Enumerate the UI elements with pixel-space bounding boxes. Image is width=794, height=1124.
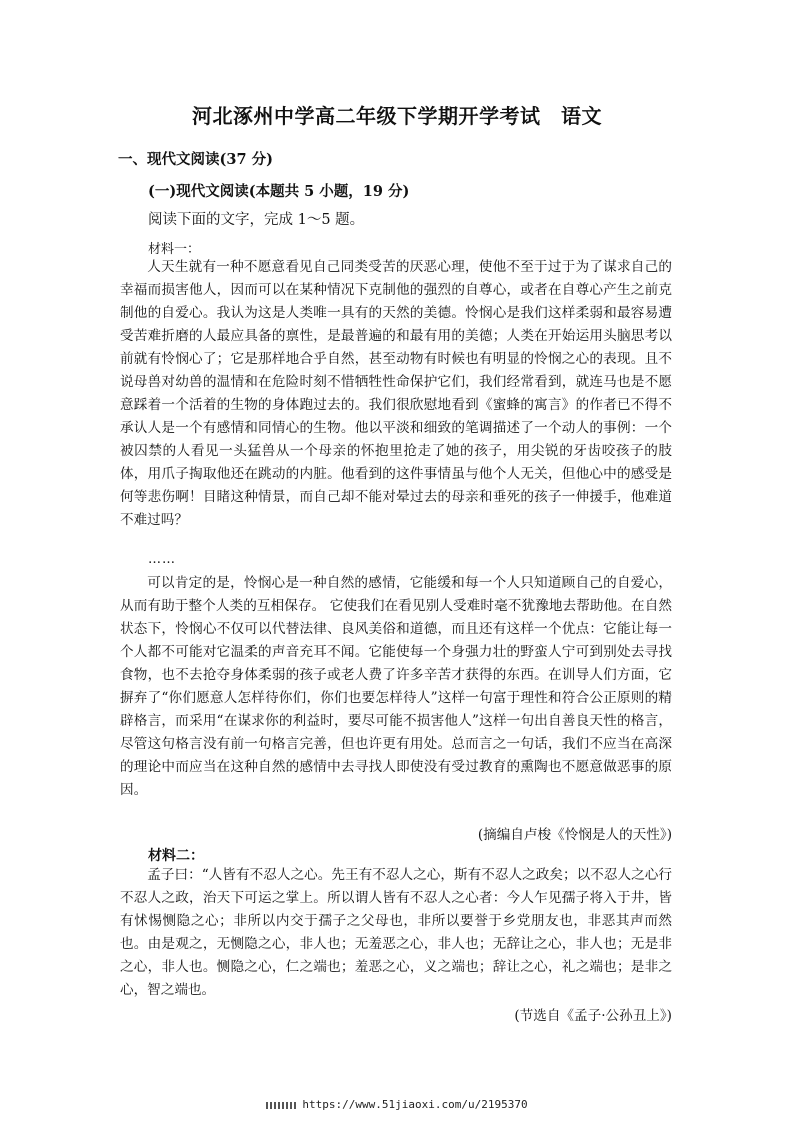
ellipsis-mark: …… — [148, 552, 176, 567]
material1-paragraph-2: 可以肯定的是，怜悯心是一种自然的感情，它能缓和每一个人只知道顾自己的自爱心，从而有助于整个人类的互相保存。 它使我们在看见别人受难时毫不犹豫地去帮助他。在自然状态下，怜悯心不仅可以代替法律、良风美俗和道德，而且还有这样一个优点：它能让每一个人都不可能对它温柔的声音充耳不闻。它能使每一个身强力壮的野蛮人宁可到别处去寻找食物，也不去抢夺身体柔弱的孩子或老人费了许多辛苦才获得的东西。在训导人们方面，它摒弃了“你们愿意人怎样待你们，你们也要怎样待人”这样一句富于理性和符合公正原则的精辟格言，而采用“在谋求你的利益时，要尽可能不损害他人”这样一句出自善良天性的格言，尽管这句格言没有前一句格言完善，但也许更有用处。总而言之一句话，我们不应当在高深的理论中而应当在这种自然的感情中去寻找人即使没有受过教育的熏陶也不愿意做恶事的原因。 — [120, 575, 672, 798]
watermark-icon — [266, 1102, 296, 1109]
sub-section-heading: (一)现代文阅读(本题共 5 小题，19 分) — [148, 183, 410, 200]
footer-url[interactable]: https://www.51jiaoxi.com/u/2195370 — [302, 1098, 528, 1111]
section-heading: 一、现代文阅读(37 分) — [118, 151, 273, 168]
material1-source: (摘编自卢梭《怜悯是人的天性》) — [477, 827, 672, 843]
material2-source: (节选自《孟子·公孙丑上》) — [514, 1008, 672, 1024]
footer — [0, 1098, 794, 1111]
page-title: 河北涿州中学高二年级下学期开学考试 语文 — [192, 104, 602, 128]
material1-paragraph-1: 人天生就有一种不愿意看见自己同类受苦的厌恶心理，使他不至于过于为了谋求自己的幸福而损害他人，因而可以在某种情况下克制他的强烈的自尊心，或者在自尊心产生之前克制他的自爱心。我认为这是人类唯一具有的天然的美德。怜悯心是我们这样柔弱和最容易遭受苦难折磨的人最应具备的禀性，是最普遍的和最有用的美德；人类在开始运用头脑思考以前就有怜悯心了；它是那样地合乎自然，甚至动物有时候也有明显的怜悯之心的表现。且不说母兽对幼兽的温情和在危险时刻不惜牺牲性命保护它们，我们经常看到，就连马也是不愿意踩着一个活着的生物的身体跑过去的。我们很欣慰地看到《蜜蜂的寓言》的作者已不得不承认人是一个有感情和同情心的生物。他以平淡和细致的笔调描述了一个动人的事例：一个被囚禁的人看见一头猛兽从一个母亲的怀抱里抢走了她的孩子，用尖锐的牙齿咬孩子的肢体，用爪子掏取他还在跳动的内脏。他看到的这件事情虽与他个人无关，但他心中的感受是何等悲伤啊！目睹这种情景，而自己却不能对晕过去的母亲和垂死的孩子一伸援手，他难道不难过吗？ — [120, 259, 672, 528]
material2-paragraph: 孟子曰：“人皆有不忍人之心。先王有不忍人之心，斯有不忍人之政矣；以不忍人之心行不忍人之政，治天下可运之掌上。所以谓人皆有不忍人之心者：今人乍见孺子将入于井，皆有怵惕恻隐之心；非所以内交于孺子之父母也，非所以要誉于乡党朋友也，非恶其声而然也。由是观之，无恻隐之心，非人也；无羞恶之心，非人也；无辞让之心，非人也；无是非之心，非人也。恻隐之心，仁之端也；羞恶之心，义之端也；辞让之心，礼之端也；是非之心，智之端也。 — [120, 867, 672, 998]
material2-label: 材料二： — [148, 848, 204, 864]
instruction-text: 阅读下面的文字，完成 1～5 题。 — [148, 212, 365, 228]
material1-label: 材料一： — [148, 242, 201, 257]
